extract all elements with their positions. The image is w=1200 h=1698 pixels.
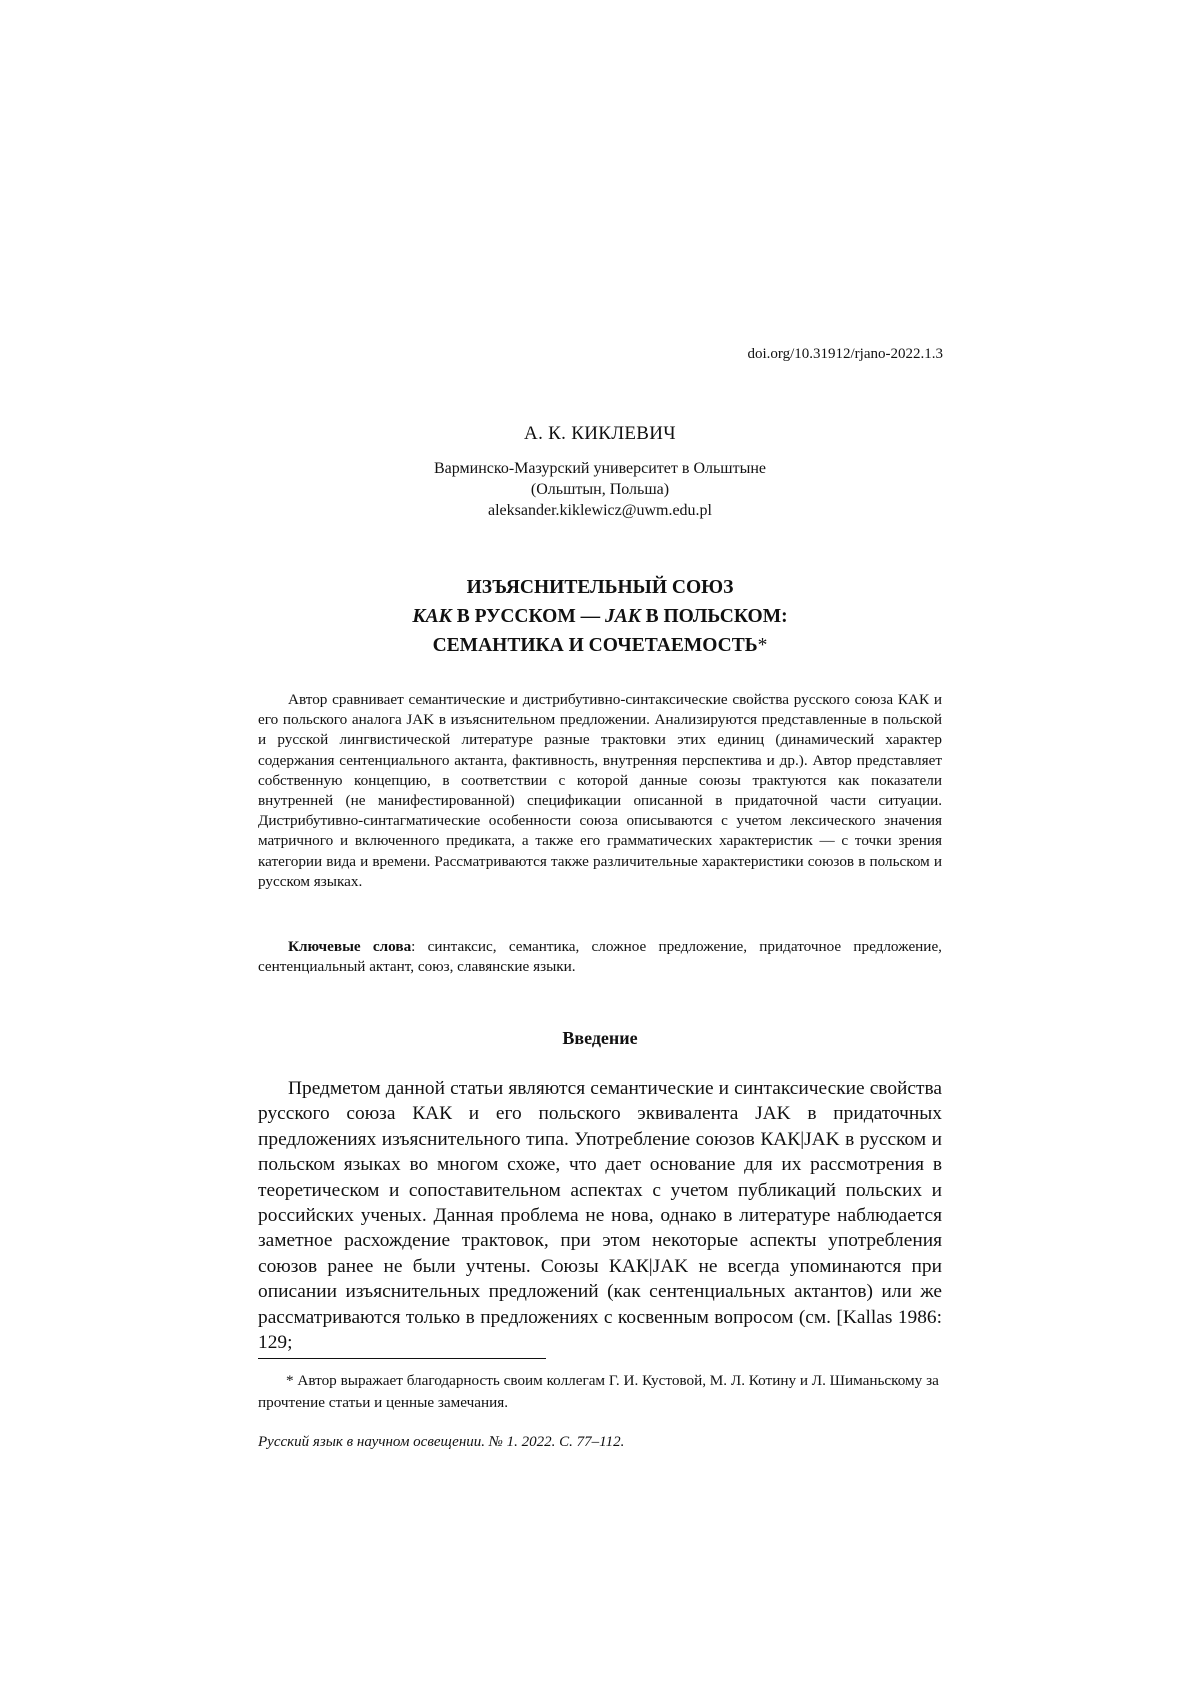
footnote-text: Автор выражает благодарность своим коллегам Г. И. Кустовой, М. Л. Котину и Л. Шиманьскому за прочтение статьи и ценные замечания.	[258, 1372, 939, 1411]
title-footnote-mark[interactable]: *	[757, 635, 768, 656]
footnote	[258, 1370, 942, 1414]
keywords-text: : синтаксис, семантика, сложное предложение, придаточное предложение, сентенциальный актант, союз, славянские языки.	[258, 938, 942, 976]
keywords-paragraph	[258, 937, 942, 977]
title-kak: КАК	[412, 606, 452, 627]
title-mid: В РУССКОМ —	[451, 606, 605, 627]
title-line-3-text: СЕМАНТИКА И СОЧЕТАЕМОСТЬ	[432, 635, 758, 656]
doi-link[interactable]: doi.org/10.31912/rjano-2022.1.3	[747, 346, 943, 362]
section-title-introduction: Введение	[562, 1028, 638, 1048]
title-line-1: ИЗЪЯСНИТЕЛЬНЫЙ СОЮЗ	[466, 577, 734, 598]
author-name: А. К. КИКЛЕВИЧ	[524, 423, 676, 444]
article-title	[0, 573, 1200, 660]
affiliation-university: Варминско-Мазурский университет в Ольштыне	[433, 460, 767, 477]
body-paragraph: Предметом данной статьи являются семантические и синтаксические свойства русского союза КАК и его польского эквивалента JAK в придаточных предложениях изъяснительного типа. Употребление союзов КАК|JAK в русском и польском языках во многом схоже, что дает основание для их рассмотрения в теоретическом и сопоставительном аспектах с учетом публикаций польских и российских ученых. Данная проблема не нова, однако в литературе наблюдается заметное расхождение трактовок, при этом некоторые аспекты употребления союзов ранее не были учтены. Союзы КАК|JAK не всегда упоминаются при описании изъяснительных предложений (как сентенциальных актантов) или же рассматриваются только в предложениях с косвенным вопросом (см. [Kallas 1986: 129;	[258, 1078, 942, 1354]
title-jak: JAK	[604, 606, 641, 627]
abstract-text: Автор сравнивает семантические и дистрибутивно-синтаксические свойства русского союза КАК и его польского аналога JAK в изъяснительном предложении. Анализируются представленные в польской и русской лингвистической литературе разные трактовки этих единиц (динамический характер содержания сентенциального актанта, фактивность, внутренняя перспектива и др.). Автор представляет собственную концепцию, в соответствии с которой данные союзы трактуются как показатели внутренней (не манифестированной) спецификации описанной в придаточной части ситуации. Дистрибутивно-синтагматические особенности союза описываются с учетом лексического значения матричного и включенного предиката, а также его грамматических характеристик — с точки зрения категории вида и времени. Рассматриваются также различительные характеристики союзов в польском и русском языках.	[258, 691, 942, 890]
body-text	[258, 1076, 942, 1355]
journal-citation: Русский язык в научном освещении. № 1. 2022. С. 77–112.	[258, 1434, 625, 1450]
keywords-label: Ключевые слова	[288, 938, 412, 955]
footnote-paragraph	[258, 1370, 942, 1414]
author-email[interactable]: aleksander.kiklewicz@uwm.edu.pl	[488, 502, 712, 519]
keywords	[258, 937, 942, 977]
title-line-2	[0, 602, 1200, 631]
footnote-divider	[258, 1358, 546, 1359]
title-line-3	[0, 631, 1200, 660]
affiliation-location: (Ольштын, Польша)	[530, 481, 670, 498]
footnote-mark: *	[286, 1372, 294, 1389]
affiliation	[0, 458, 1200, 521]
title-end: В ПОЛЬСКОМ:	[640, 606, 788, 627]
abstract	[258, 690, 942, 892]
